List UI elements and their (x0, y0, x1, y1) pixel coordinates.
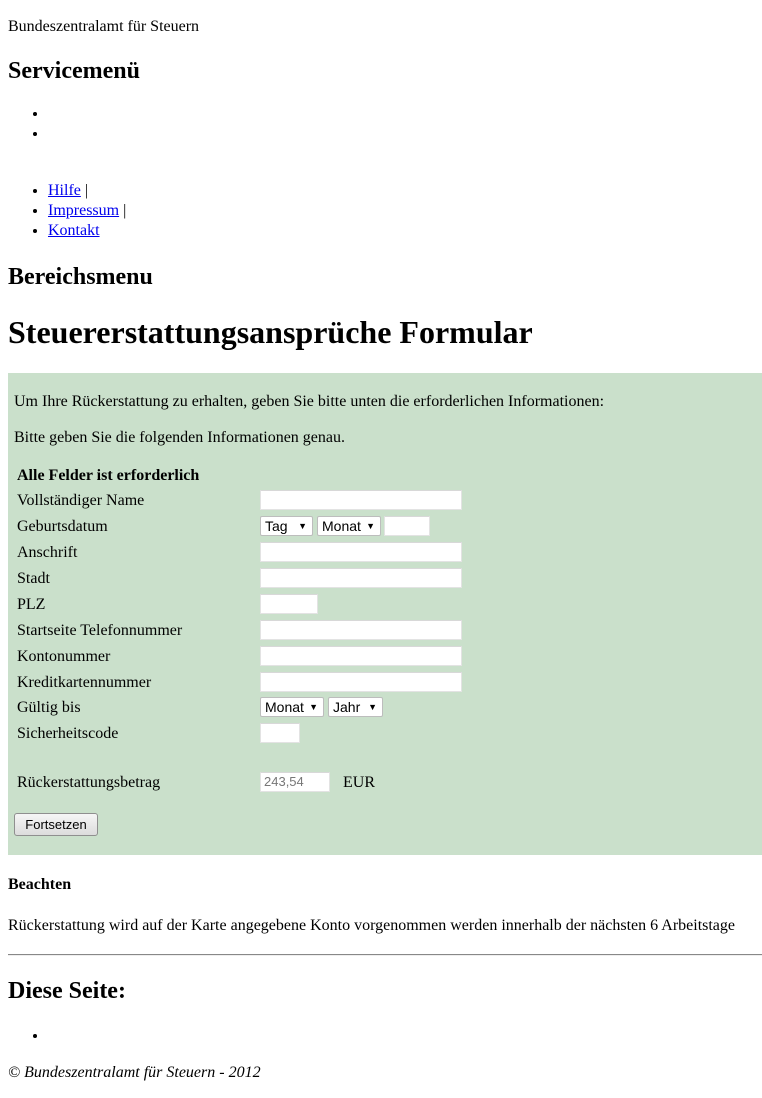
dropdown-arrow-icon: ▼ (309, 702, 318, 712)
dropdown-arrow-icon: ▼ (298, 521, 307, 531)
birth-day-select[interactable] (260, 516, 313, 536)
cvv-label: Sicherheitscode (17, 725, 119, 742)
birth-year-input[interactable] (384, 516, 430, 536)
dropdown-arrow-icon: ▼ (366, 521, 375, 531)
form-instruction: Bitte geben Sie die folgenden Informationen genau. (14, 429, 346, 446)
link-separator: | (119, 202, 127, 219)
amount-label: Rückerstattungsbetrag (17, 774, 161, 791)
address-input[interactable] (260, 542, 462, 562)
valid-label: Gültig bis (17, 699, 81, 716)
divider (8, 954, 762, 956)
contact-link[interactable]: Kontakt (48, 222, 100, 239)
card-number-input[interactable] (260, 672, 462, 692)
city-input[interactable] (260, 568, 462, 588)
valid-month-value: Monat (265, 699, 304, 715)
link-separator: | (80, 182, 89, 199)
area-menu-heading: Bereichsmenu (8, 264, 153, 290)
zip-input[interactable] (260, 594, 318, 614)
service-links (0, 181, 126, 241)
refund-form (8, 373, 762, 855)
birth-month-select[interactable] (317, 516, 381, 536)
city-label: Stadt (17, 570, 50, 587)
footer-copyright: © Bundeszentralamt für Steuern - 2012 (8, 1064, 261, 1081)
address-label: Anschrift (17, 544, 78, 561)
birthdate-label: Geburtsdatum (17, 518, 108, 535)
service-menu-heading: Servicemenü (8, 58, 140, 84)
list-item (48, 221, 126, 241)
birth-day-value: Tag (265, 518, 288, 534)
help-link[interactable]: Hilfe (48, 182, 81, 199)
account-number-input[interactable] (260, 646, 462, 666)
page-title: Steuererstattungsansprüche Formular (8, 314, 533, 350)
this-page-list (0, 1026, 48, 1046)
card-label: Kreditkartennummer (17, 674, 152, 691)
site-name: Bundeszentralamt für Steuern (8, 18, 200, 35)
name-label: Vollständiger Name (17, 492, 145, 509)
valid-month-select[interactable] (260, 697, 324, 717)
currency-label: EUR (343, 774, 375, 791)
dropdown-arrow-icon: ▼ (368, 702, 377, 712)
form-intro: Um Ihre Rückerstattung zu erhalten, geben Sie bitte unten die erforderlichen Informationen: (14, 393, 605, 410)
phone-input[interactable] (260, 620, 462, 640)
service-menu-empty-list (0, 104, 48, 144)
list-item (48, 201, 126, 221)
valid-year-value: Jahr (333, 699, 361, 715)
birth-month-value: Monat (322, 518, 361, 534)
notice-text: Rückerstattung wird auf der Karte angegebene Konto vorgenommen werden innerhalb der nächsten 6 Arbeitstage (8, 917, 736, 934)
required-note: Alle Felder ist erforderlich (17, 467, 200, 484)
refund-amount-input[interactable]: 243,54 (260, 772, 330, 792)
list-item (48, 181, 126, 201)
full-name-input[interactable] (260, 490, 462, 510)
security-code-input[interactable] (260, 723, 300, 743)
phone-label: Startseite Telefonnummer (17, 622, 183, 639)
account-label: Kontonummer (17, 648, 111, 665)
zip-label: PLZ (17, 596, 46, 613)
notice-heading: Beachten (8, 876, 72, 893)
imprint-link[interactable]: Impressum (48, 202, 120, 219)
this-page-heading: Diese Seite: (8, 978, 126, 1004)
continue-button[interactable]: Fortsetzen (14, 813, 98, 836)
valid-year-select[interactable] (328, 697, 383, 717)
